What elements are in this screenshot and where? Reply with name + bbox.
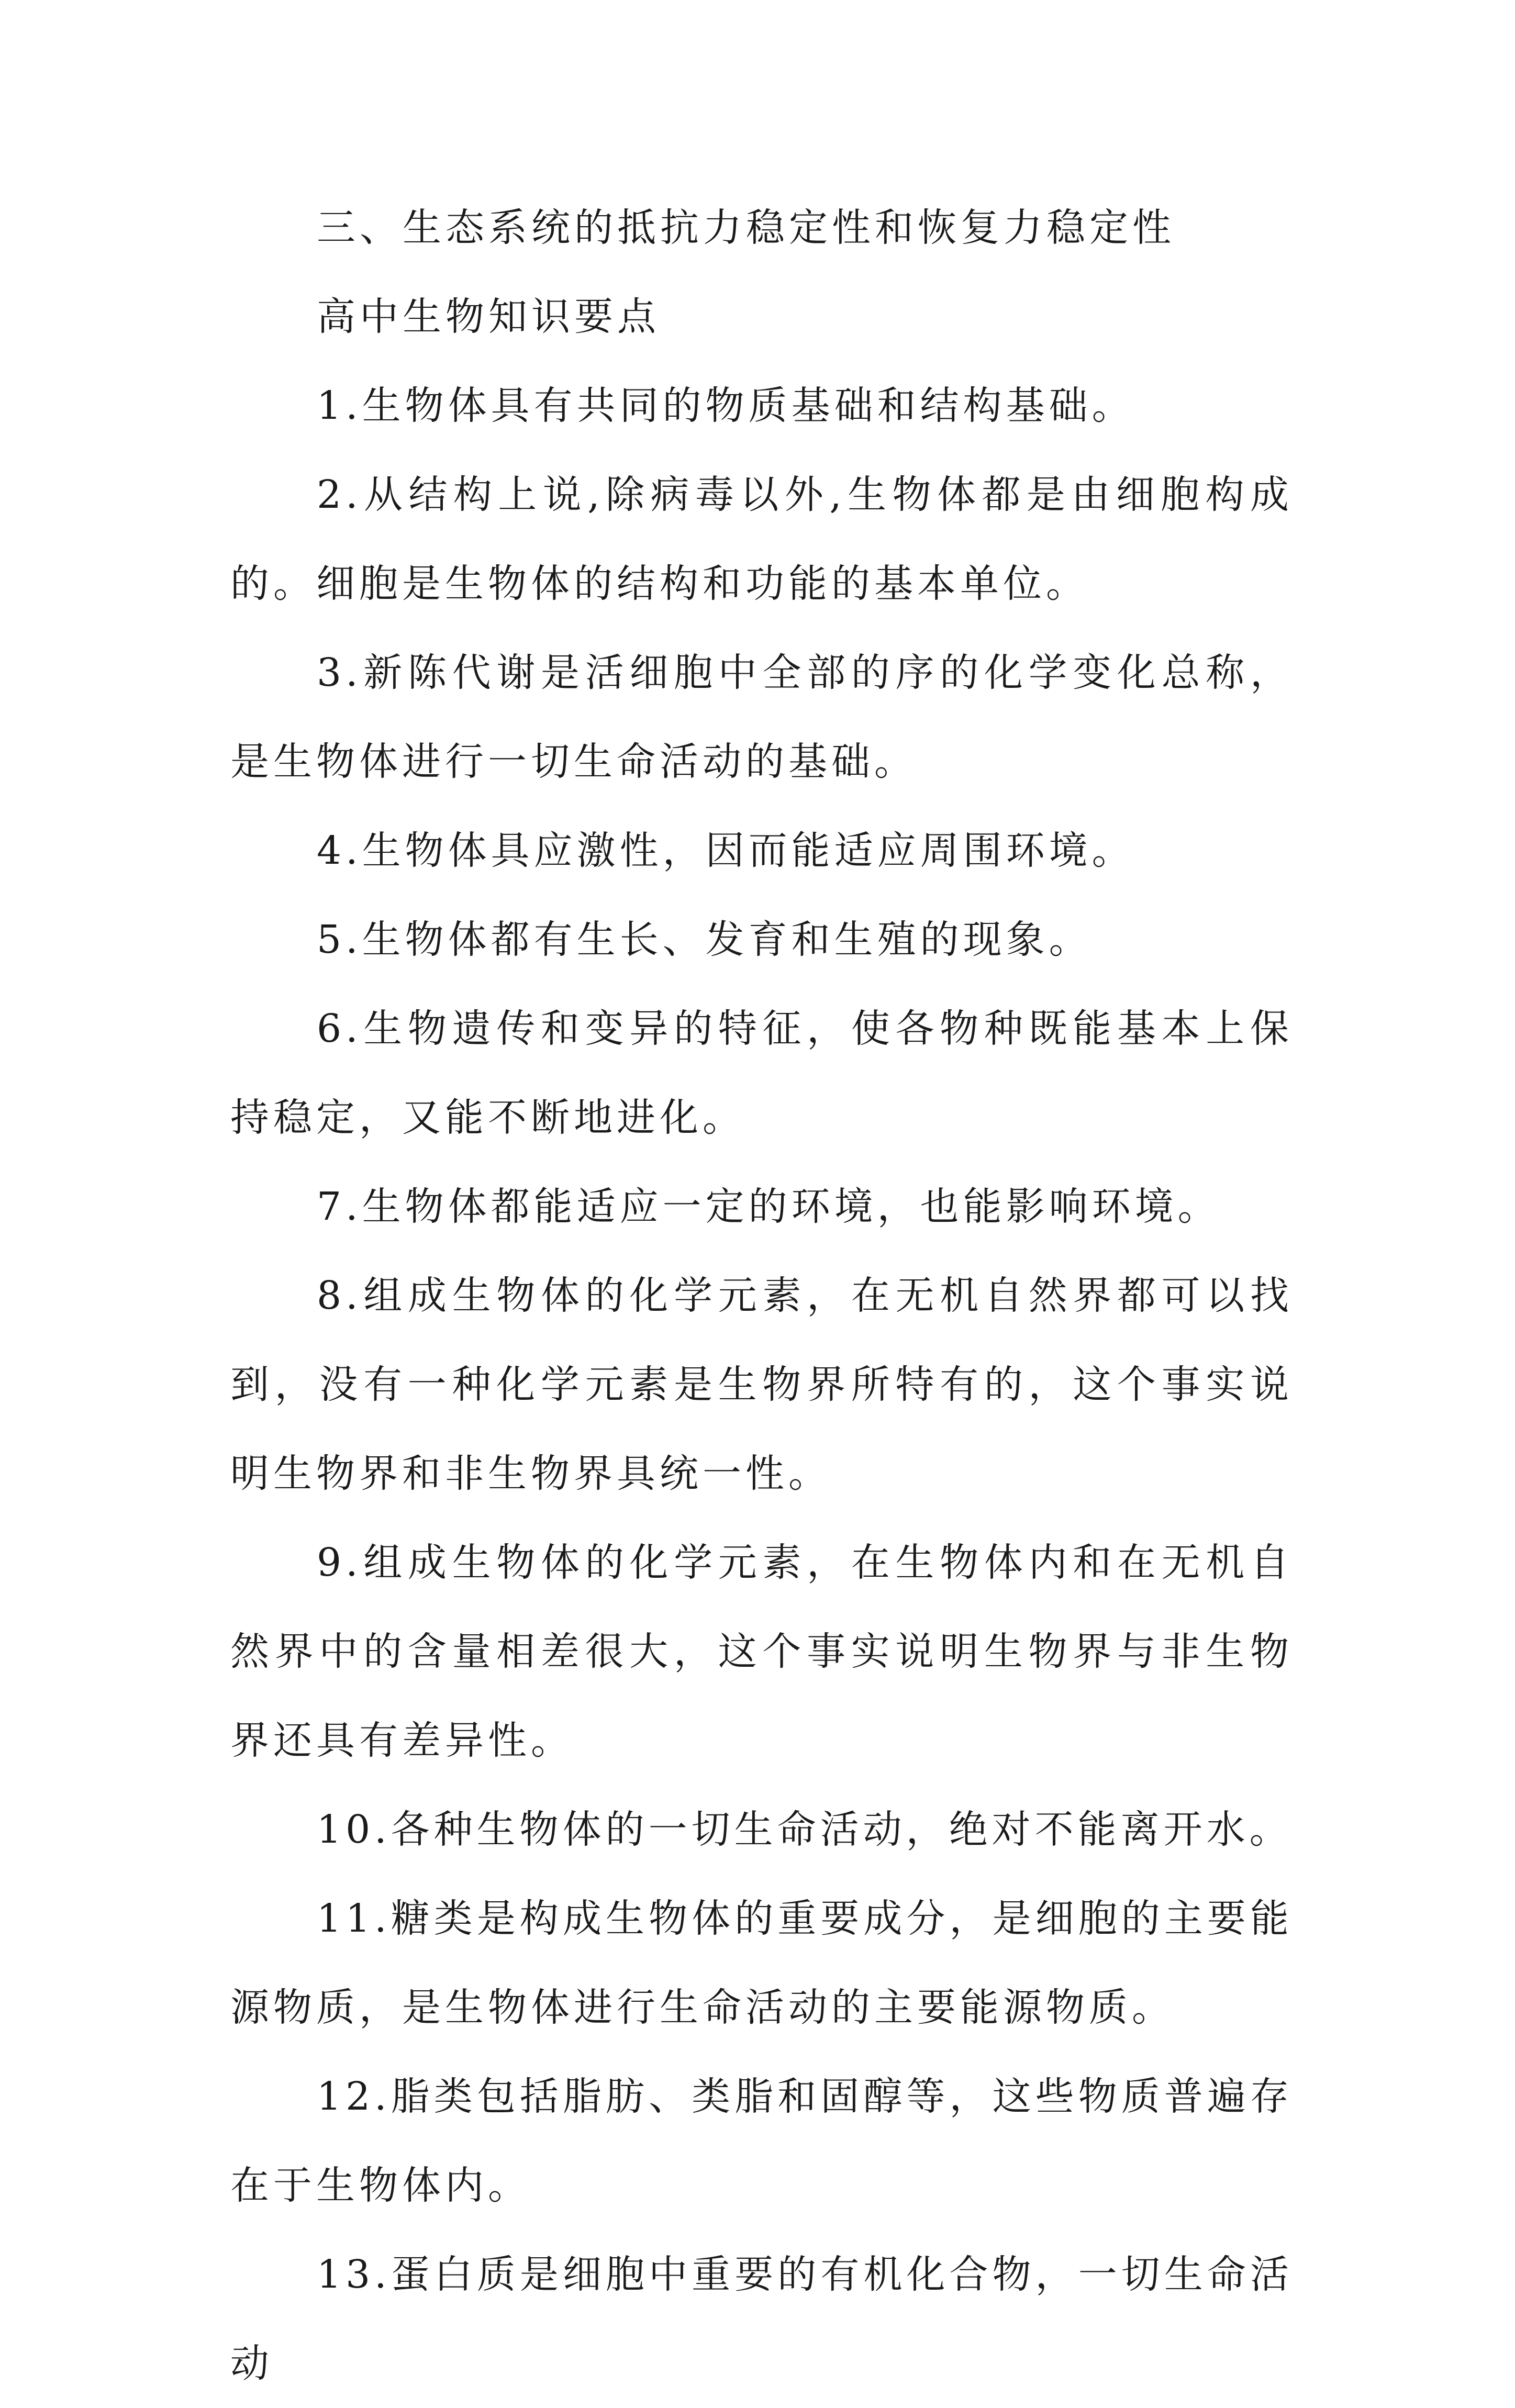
paragraph-12: 12.脂类包括脂肪、类脂和固醇等，这些物质普遍存在于生物体内。 — [230, 2074, 1293, 2208]
paragraph-7: 7.生物体都能适应一定的环境，也能影响环境。 — [317, 1184, 1221, 1229]
subtitle: 高中生物知识要点 — [317, 294, 660, 339]
paragraph-4: 4.生物体具应激性，因而能适应周围环境。 — [317, 828, 1135, 873]
paragraph-9: 9.组成生物体的化学元素，在生物体内和在无机自然界中的含量相差很大，这个事实说明生物界与非生物界还具有差异性。 — [230, 1540, 1293, 1763]
paragraph-8: 8.组成生物体的化学元素，在无机自然界都可以找到，没有一种化学元素是生物界所特有的，这个事实说明生物界和非生物界具统一性。 — [230, 1273, 1293, 1496]
paragraph-10: 10.各种生物体的一切生命活动，绝对不能离开水。 — [317, 1807, 1293, 1852]
paragraph-3: 3.新陈代谢是活细胞中全部的序的化学变化总称，是生物体进行一切生命活动的基础。 — [230, 650, 1293, 784]
paragraph-5: 5.生物体都有生长、发育和生殖的现象。 — [317, 917, 1092, 962]
section-heading: 三、生态系统的抵抗力稳定性和恢复力稳定性 — [317, 205, 1175, 250]
paragraph-13: 13.蛋白质是细胞中重要的有机化合物，一切生命活动 — [230, 2252, 1293, 2386]
paragraph-6: 6.生物遗传和变异的特征，使各物种既能基本上保持稳定，又能不断地进化。 — [230, 1006, 1293, 1140]
paragraph-2: 2.从结构上说,除病毒以外,生物体都是由细胞构成的。细胞是生物体的结构和功能的基本单位。 — [230, 472, 1293, 606]
document-body — [230, 183, 1293, 2408]
paragraph-11: 11.糖类是构成生物体的重要成分，是细胞的主要能源物质，是生物体进行生命活动的主要能源物质。 — [230, 1896, 1293, 2030]
paragraph-1: 1.生物体具有共同的物质基础和结构基础。 — [317, 383, 1135, 428]
